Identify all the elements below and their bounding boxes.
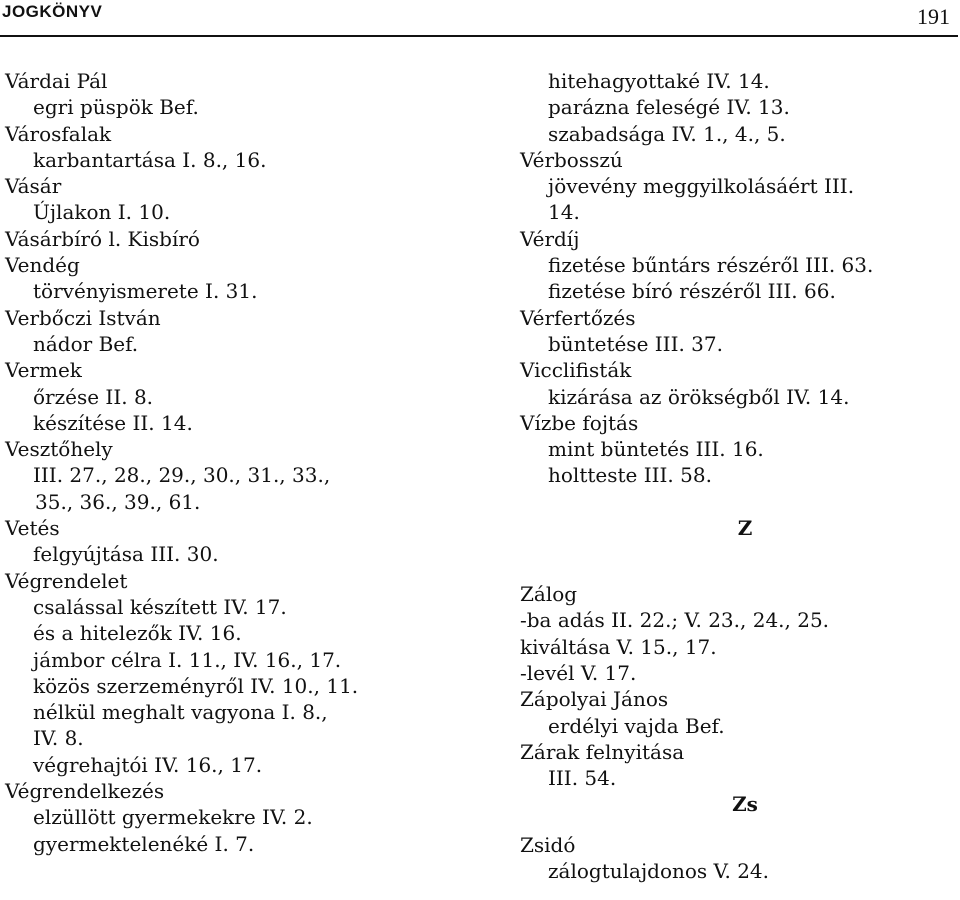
index-subentry: parázna feleségé IV. 13. xyxy=(548,95,790,120)
index-subentry: és a hitelezők IV. 16. xyxy=(33,621,242,646)
section-letter-z: Z xyxy=(737,515,753,540)
index-subentry: kiváltása V. 15., 17. xyxy=(520,634,717,659)
page-header xyxy=(0,0,960,40)
index-subentry: erdélyi vajda Bef. xyxy=(548,713,725,738)
index-heading: Vízbe fojtás xyxy=(520,410,639,435)
index-heading: Verbőczi István xyxy=(5,305,161,330)
index-subentry: törvényismerete I. 31. xyxy=(33,279,258,304)
index-heading: Vérfertőzés xyxy=(520,305,636,330)
section-letter-zs: Zs xyxy=(732,792,758,817)
index-heading: Zárak felnyitása xyxy=(520,739,685,764)
index-subentry: kizárása az örökségből IV. 14. xyxy=(548,384,850,409)
index-subentry: elzüllött gyermekekre IV. 2. xyxy=(33,805,313,830)
index-subentry: III. 27., 28., 29., 30., 31., 33., xyxy=(33,463,331,488)
index-column-right xyxy=(520,68,960,884)
index-subentry: hitehagyottaké IV. 14. xyxy=(548,69,770,93)
index-heading: Vérdíj xyxy=(520,226,580,251)
index-subentry: fizetése bűntárs részéről III. 63. xyxy=(548,253,874,278)
header-rule xyxy=(0,35,958,37)
index-heading: Vendég xyxy=(5,253,80,278)
index-subentry: nélkül meghalt vagyona I. 8., xyxy=(33,700,328,725)
index-heading: Vesztőhely xyxy=(5,437,113,462)
index-subentry: szabadsága IV. 1., 4., 5. xyxy=(548,121,786,146)
index-subentry: közös szerzeményről IV. 10., 11. xyxy=(33,673,359,698)
section-gap xyxy=(520,818,960,832)
index-subentry: Újlakon I. 10. xyxy=(33,200,171,225)
index-subentry: -levél V. 17. xyxy=(520,660,637,685)
index-subentry: készítése II. 14. xyxy=(33,410,193,435)
index-subentry: mint büntetés III. 16. xyxy=(548,437,764,462)
index-heading: Zsidó xyxy=(520,832,576,857)
index-continuation: IV. 8. xyxy=(33,726,84,751)
index-subentry: fizetése bíró részéről III. 66. xyxy=(548,279,836,304)
index-heading: Zápolyai János xyxy=(520,687,669,712)
index-heading: Vásár xyxy=(5,174,62,199)
index-subentry: nádor Bef. xyxy=(33,331,139,356)
index-subentry: végrehajtói IV. 16., 17. xyxy=(33,752,263,777)
index-heading: Végrendelkezés xyxy=(5,779,165,804)
index-heading: Vérbosszú xyxy=(520,147,623,172)
index-continuation: 35., 36., 39., 61. xyxy=(35,489,201,514)
index-subentry: jámbor célra I. 11., IV. 16., 17. xyxy=(33,647,342,672)
index-subentry: jövevény meggyilkolásáért III. xyxy=(548,174,855,199)
index-subentry: büntetése III. 37. xyxy=(548,331,723,356)
index-heading: Vermek xyxy=(5,358,82,383)
index-heading: Várdai Pál xyxy=(5,69,108,93)
running-header-title: JOGKÖNYV xyxy=(2,2,103,21)
section-gap xyxy=(520,489,960,515)
index-subentry: zálogtulajdonos V. 24. xyxy=(548,859,769,884)
section-gap xyxy=(520,541,960,581)
index-heading: Vicclifisták xyxy=(520,358,632,383)
index-subentry: egri püspök Bef. xyxy=(33,95,199,120)
index-subentry: felgyújtása III. 30. xyxy=(33,542,219,567)
index-subentry: őrzése II. 8. xyxy=(33,384,154,409)
index-subentry: karbantartása I. 8., 16. xyxy=(33,147,267,172)
index-heading: Végrendelet xyxy=(5,568,128,593)
index-subentry: III. 54. xyxy=(548,766,617,791)
index-heading: Vetés xyxy=(5,516,60,541)
index-column-left xyxy=(5,68,495,857)
index-heading: Zálog xyxy=(520,582,578,607)
index-heading: Városfalak xyxy=(5,121,112,146)
index-heading: Vásárbíró l. Kisbíró xyxy=(5,226,200,251)
page-number: 191 xyxy=(917,4,950,29)
index-subentry: csalással készített IV. 17. xyxy=(33,594,287,619)
index-subentry: holtteste III. 58. xyxy=(548,463,712,488)
index-continuation: 14. xyxy=(548,200,580,225)
index-subentry: -ba adás II. 22.; V. 23., 24., 25. xyxy=(520,608,830,633)
index-subentry: gyermektelenéké I. 7. xyxy=(33,831,255,856)
